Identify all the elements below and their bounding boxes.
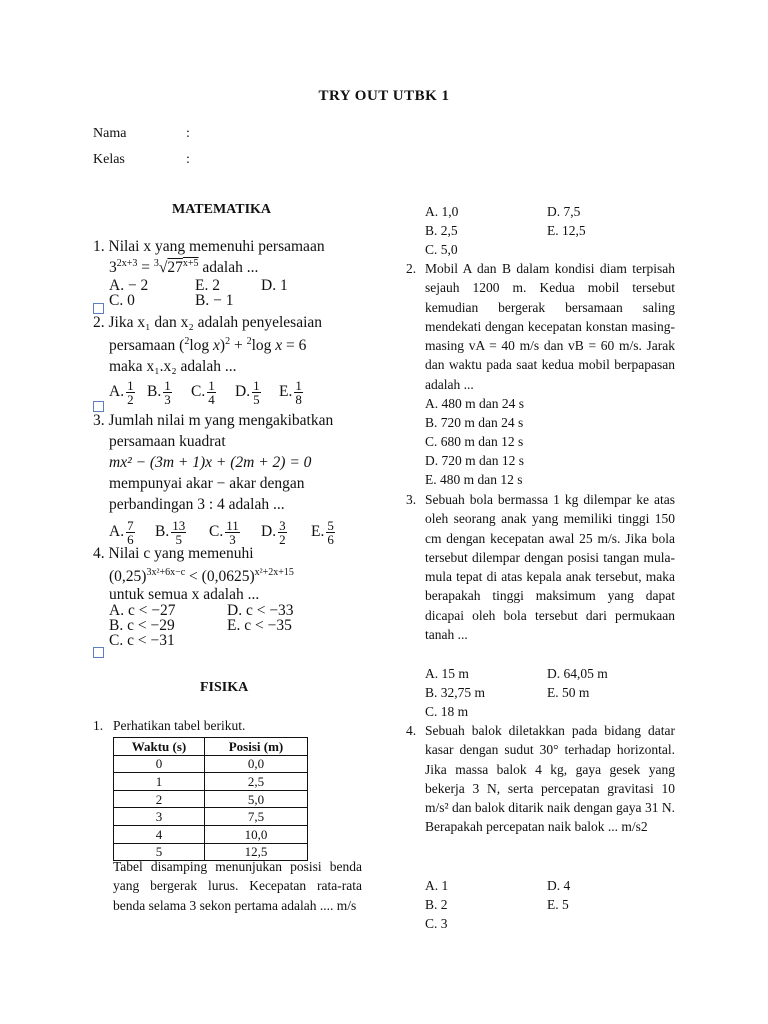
math-q1-options-row2 xyxy=(93,293,373,308)
math-q2-equation: persamaan ($^2$log x)$^2$ + $^2$log x = 6 xyxy=(109,335,307,354)
table-cell: 0 xyxy=(114,755,205,773)
fisika-q2-number: 2. xyxy=(406,261,417,276)
fisika-q4-option-b: B. 2 xyxy=(425,897,448,912)
math-q4-option-d: D. c < −33 xyxy=(227,602,294,619)
fisika-q1-option-e: E. 12,5 xyxy=(547,223,586,238)
math-q3-line5: perbandingan 3 : 4 adalah ... xyxy=(109,496,285,513)
table-cell: 2,5 xyxy=(205,773,308,791)
data-table xyxy=(113,737,308,861)
math-q2-option-c: C. $\frac{1}{4}$ xyxy=(191,378,215,407)
kelas-label: Kelas xyxy=(93,152,125,167)
math-q1-option-d: B. − 1 xyxy=(195,292,234,309)
table-cell: 10,0 xyxy=(205,825,308,843)
math-q4-option-c: C. c < −31 xyxy=(109,632,175,649)
math-q4-option-b: B. c < −29 xyxy=(109,617,175,634)
math-q3-option-d: D. $\frac{3}{2}$ xyxy=(261,518,286,547)
fisika-q2-option-a: A. 480 m dan 24 s xyxy=(425,396,524,411)
math-q1-eq-tail: adalah ... xyxy=(202,259,259,276)
math-q3-line1: 3. Jumlah nilai m yang mengakibatkan xyxy=(93,412,334,429)
fisika-q1-option-d: D. 7,5 xyxy=(547,204,581,219)
fisika-q3-option-d: D. 64,05 m xyxy=(547,666,608,681)
math-q4-line1: 4. Nilai c yang memenuhi xyxy=(93,545,254,562)
fisika-q1-option-b: B. 2,5 xyxy=(425,223,458,238)
math-q3-option-a: A. $\frac{7}{6}$ xyxy=(109,518,134,547)
fisika-q1-number: 1. xyxy=(93,718,104,733)
fisika-q1-text: Tabel disamping menunjukan posisi benda yang bergerak lurus. Kecepatan rata-rata benda selama 3 sekon pertama adalah .... m/s xyxy=(113,859,362,913)
math-q4-option-e: E. c < −35 xyxy=(227,617,292,634)
table-cell: 5 xyxy=(114,843,205,861)
math-q4-inequality: $(0,25)^{3x^2+6x-c} < (0,0625)^{x^2+2x+15}$ xyxy=(109,566,294,585)
math-q2-option-b: B. $\frac{1}{3}$ xyxy=(147,378,171,407)
kelas-field xyxy=(93,152,190,168)
table-row xyxy=(114,790,308,808)
table-cell: 4 xyxy=(114,825,205,843)
fisika-q3-option-c: C. 18 m xyxy=(425,704,469,719)
table-header-posisi: Posisi (m) xyxy=(205,738,308,756)
math-q4-option-a: A. c < −27 xyxy=(109,602,176,619)
math-q2-eq-pre: persamaan xyxy=(109,337,176,354)
fisika-q2-option-e: E. 480 m dan 12 s xyxy=(425,472,523,487)
kelas-colon: : xyxy=(186,152,190,167)
fisika-q2-option-c: C. 680 m dan 12 s xyxy=(425,434,524,449)
table-row xyxy=(114,808,308,826)
checkbox-icon xyxy=(93,647,104,658)
math-q1-option-e: D. 1 xyxy=(261,277,288,294)
math-q1-option-b: C. 0 xyxy=(109,292,135,309)
math-q2-option-d: D. $\frac{1}{5}$ xyxy=(235,378,260,407)
math-q1-options-row1 xyxy=(93,278,373,293)
math-q1-option-a: A. − 2 xyxy=(109,277,149,294)
math-q2-options xyxy=(93,379,373,406)
fisika-q4-text: Sebuah balok diletakkan pada bidang datar kasar dengan sudut 30° terhadap horizontal. Jika massa balok 4 kg, gaya gesek yang bekerja 3 N, serta percepatan gravitasi 10 m/s² dan balok ditarik naik dengan gaya 31 N. Berapakah percepatan naik balok ... m/s2 xyxy=(425,723,675,835)
section-heading-fisika: FISIKA xyxy=(200,680,249,695)
fisika-q3-option-e: E. 50 m xyxy=(547,685,590,700)
fisika-q4-option-c: C. 3 xyxy=(425,916,448,931)
fisika-q1-option-c: C. 5,0 xyxy=(425,242,458,257)
math-q3-option-c: C. $\frac{11}{3}$ xyxy=(209,518,239,547)
fisika-q2-text: Mobil A dan B dalam kondisi diam terpisah sejauh 1200 m. Kedua mobil tersebut kemudian bergerak bersamaan saling mendekati dengan kecepatan konstan masing-masing vA = 40 m/s dan vB = 60 m/s. Jarak dan waktu pada saat kedua mobil berpapasan adalah ... xyxy=(425,261,675,392)
math-q3-options xyxy=(93,519,373,546)
nama-field xyxy=(93,126,190,142)
math-q3-line4: mempunyai akar − akar dengan xyxy=(109,475,305,492)
table-header-row xyxy=(114,738,308,756)
fisika-q4-option-e: E. 5 xyxy=(547,897,569,912)
fisika-q3-option-b: B. 32,75 m xyxy=(425,685,486,700)
fisika-q4-option-d: D. 4 xyxy=(547,878,571,893)
table-header-waktu: Waktu (s) xyxy=(114,738,205,756)
section-heading-matematika: MATEMATIKA xyxy=(172,202,272,217)
table-cell: 7,5 xyxy=(205,808,308,826)
nama-label: Nama xyxy=(93,126,127,141)
math-question-1 xyxy=(93,236,373,308)
fisika-q3-number: 3. xyxy=(406,492,417,507)
fisika-q2-option-d: D. 720 m dan 12 s xyxy=(425,453,524,468)
fisika-q2-option-b: B. 720 m dan 24 s xyxy=(425,415,524,430)
fisika-q1-intro: Perhatikan tabel berikut. xyxy=(113,718,246,733)
page-title: TRY OUT UTBK 1 xyxy=(318,88,450,104)
table-cell: 3 xyxy=(114,808,205,826)
math-q1-equation: $3^{2x+3} = ^3√27^{x+5}$ adalah ... xyxy=(109,257,259,276)
math-q2-line3: maka x₁.x₂ adalah ... xyxy=(109,358,237,375)
math-q1-option-c: E. 2 xyxy=(195,277,220,294)
math-q2-line1: 2. Jika x₁ dan x₂ adalah penyelesaian xyxy=(93,314,323,331)
math-q3-option-b: B. $\frac{13}{5}$ xyxy=(155,518,186,547)
table-cell: 1 xyxy=(114,773,205,791)
math-q4-options-row3 xyxy=(93,633,373,648)
math-question-2 xyxy=(93,312,373,406)
fisika-q3-option-a: A. 15 m xyxy=(425,666,469,681)
math-q2-option-a: A. $\frac{1}{2}$ xyxy=(109,378,134,407)
math-q1-line1: 1. Nilai x yang memenuhi persamaan xyxy=(93,238,325,255)
math-q4-options-row2 xyxy=(93,618,373,633)
fisika-q4-number: 4. xyxy=(406,723,417,738)
math-q3-line2: persamaan kuadrat xyxy=(109,433,226,450)
math-q3-line3: mx² − (3m + 1)x + (2m + 2) = 0 xyxy=(109,454,312,471)
table-cell: 5,0 xyxy=(205,790,308,808)
fisika-q3-text: Sebuah bola bermassa 1 kg dilempar ke atas oleh seorang anak yang memiliki tinggi 150 cm dengan kecepatan awal 25 m/s. Jika bola tersebut dilempar dengan posisi tangan mula-mula tepat di atas kepala anak tersebut, maka berapakah tinggi maksimum yang dapat dicapai oleh bola tersebut dari permukaan tanah ... xyxy=(425,492,675,643)
math-q4-line3: untuk semua x adalah ... xyxy=(109,586,260,603)
table-row xyxy=(114,773,308,791)
math-q3-option-e: E. $\frac{5}{6}$ xyxy=(311,518,334,547)
table-row xyxy=(114,825,308,843)
math-question-4 xyxy=(93,543,373,648)
math-q2-option-e: E. $\frac{1}{8}$ xyxy=(279,378,302,407)
fisika-q4-option-a: A. 1 xyxy=(425,878,449,893)
math-question-3 xyxy=(93,410,373,546)
fisika-q1-option-a: A. 1,0 xyxy=(425,204,459,219)
table-cell: 2 xyxy=(114,790,205,808)
table-cell: 12,5 xyxy=(205,843,308,861)
table-cell: 0,0 xyxy=(205,755,308,773)
math-q4-options-row1 xyxy=(93,603,373,618)
nama-colon: : xyxy=(186,126,190,141)
table-row xyxy=(114,755,308,773)
